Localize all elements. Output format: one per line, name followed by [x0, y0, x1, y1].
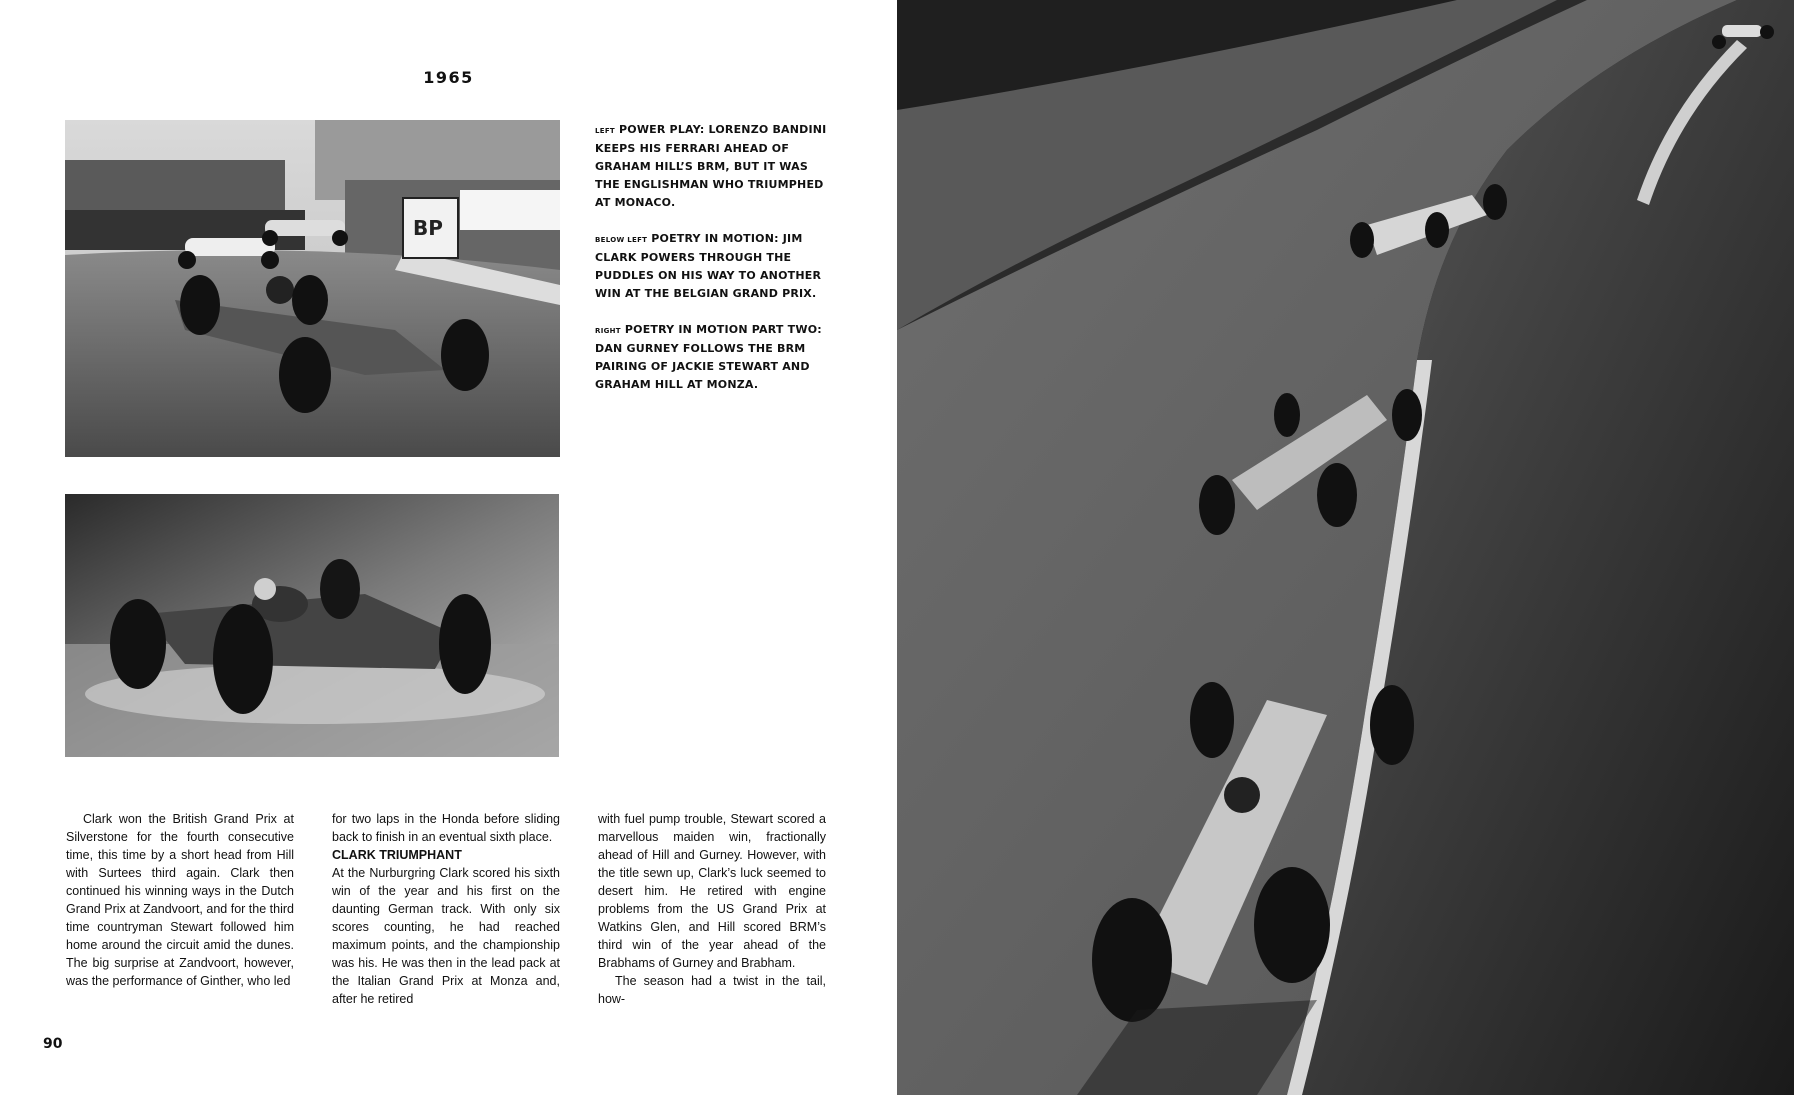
body-paragraph: At the Nurburgring Clark scored his sixth win of the year and his first on the daunting German track. With only six scores counting, he had reached maximum points, and the championship was his. He was then in the lead pack at the Italian Grand Prix at Monza and, after he retired [332, 866, 560, 1006]
race-photo-icon [65, 120, 560, 457]
caption-left [595, 121, 835, 212]
race-photo-icon [65, 494, 559, 757]
monza-race-photo [897, 0, 1794, 1095]
body-paragraph: with fuel pump trouble, Stewart scored a marvellous maiden win, fractionally ahead of Hill and Gurney. However, with the title sewn up, Clark’s luck seemed to desert him. He retired with engine problems from the US Grand Prix at Watkins Glen, and Hill scored BRM’s third win of the year ahead of the Brabhams of Gurney and Brabham. [598, 812, 826, 970]
caption-text: POETRY IN MOTION PART TWO: DAN GURNEY FOLLOWS THE BRM PAIRING OF JACKIE STEWART AND GRAHAM HILL AT MONZA. [595, 323, 822, 391]
caption-tag: BELOW LEFT [595, 236, 648, 244]
body-paragraph: The season had a twist in the tail, how- [598, 974, 826, 1006]
caption-tag: LEFT [595, 127, 615, 135]
body-column-1 [66, 810, 294, 990]
belgium-race-photo [65, 494, 559, 757]
bp-sign: BP [413, 216, 443, 240]
monaco-race-photo [65, 120, 560, 457]
caption-right [595, 321, 835, 394]
caption-tag: RIGHT [595, 327, 621, 335]
caption-text: POETRY IN MOTION: JIM CLARK POWERS THROUGH THE PUDDLES ON HIS WAY TO ANOTHER WIN AT THE BELGIAN GRAND PRIX. [595, 232, 822, 300]
caption-below-left [595, 230, 835, 303]
year-heading: 1965 [423, 68, 474, 87]
section-subheading: CLARK TRIUMPHANT [332, 848, 462, 862]
body-column-3 [598, 810, 826, 1008]
caption-text: POWER PLAY: LORENZO BANDINI KEEPS HIS FERRARI AHEAD OF GRAHAM HILL’S BRM, BUT IT WAS THE ENGLISHMAN WHO TRIUMPHED AT MONACO. [595, 123, 827, 209]
body-paragraph: for two laps in the Honda before sliding back to finish in an eventual sixth place. [332, 812, 560, 844]
page-number: 90 [43, 1036, 63, 1052]
captions-block [595, 121, 835, 412]
race-photo-icon [897, 0, 1794, 1095]
body-column-2 [332, 810, 560, 1008]
body-paragraph: Clark won the British Grand Prix at Silverstone for the fourth consecutive time, this time by a short head from Hill with Surtees third again. Clark then continued his winning ways in the Dutch Grand Prix at Zandvoort, and for the third time countryman Stewart followed him home around the circuit amid the dunes. The big surprise at Zandvoort, however, was the performance of Ginther, who led [66, 812, 294, 988]
